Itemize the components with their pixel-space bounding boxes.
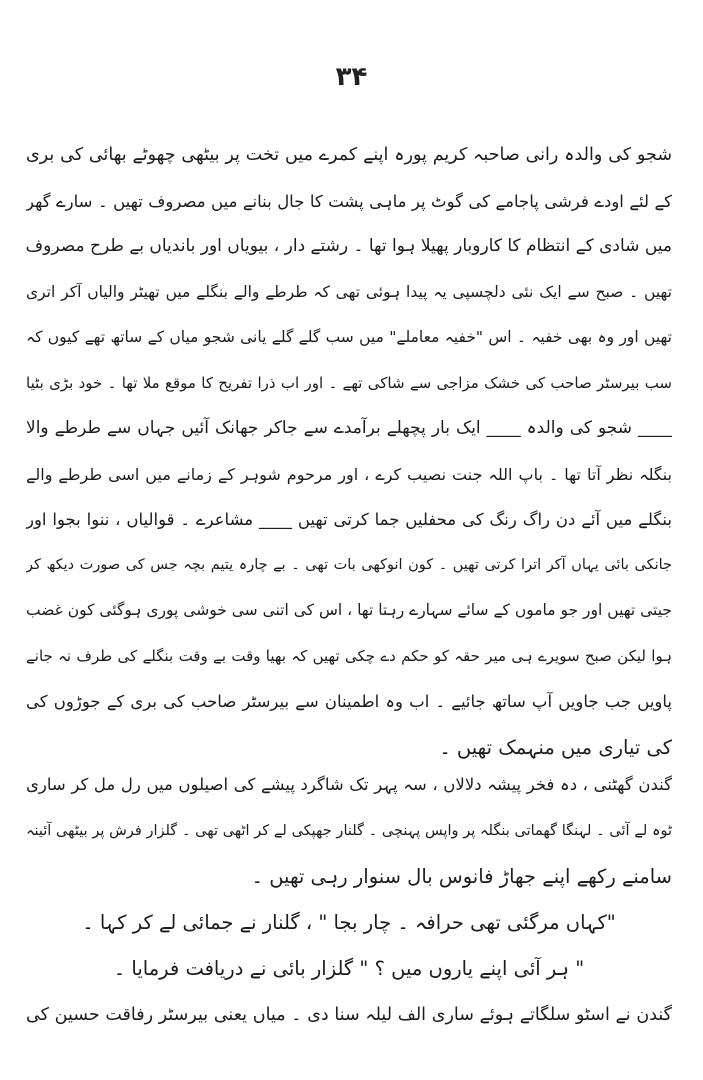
- text-line: گندن گھٹنی ، دہ فخر پیشہ دلالاں ، سہ پہر تک شاگرد پیشے کی اصیلوں میں رل مل کر ساری: [26, 775, 672, 794]
- text-line: پاویں جب جاویں آپ ساتھ جائیے ۔ اب وہ اطمینان سے بیرسٹر صاحب کی بری کے جوڑوں کی: [26, 692, 672, 711]
- page-number: ۳۴: [335, 62, 368, 92]
- text-line: کی تیاری میں منہمک تھیں ۔: [439, 735, 672, 759]
- text-line: ____ شجو کی والدہ ____ ایک بار پچھلے برآمدے سے جاکر جھانک آئیں جہاں سے طرطے والا: [26, 418, 672, 438]
- text-line: میں شادی کے انتظام کا کاروبار پھیلا ہوا تھا ۔ رشتے دار ، بیویاں اور باندیاں بے طرح مصروف: [26, 236, 672, 256]
- text-line: تھیں اور وہ بھی خفیہ ۔ اس "خفیہ معاملے" میں سب گلے گلے یانی شجو میاں کے ساتھ تھے کیوں کہ: [26, 328, 672, 346]
- text-line: بنگلہ نظر آتا تھا ۔ باپ اللہ جنت نصیب کرے ، اور مرحوم شوہر کے زمانے میں اسی طرطے والے: [26, 464, 672, 484]
- text-line: سب بیرسٹر صاحب کی خشک مزاجی سے شاکی تھے ۔ اور اب ذرا تفریح کا موقع ملا تھا ۔ خود بڑی بٹیا: [26, 373, 672, 392]
- text-line: گندن نے اسٹو سلگاتے ہوئے ساری الف لیلہ سنا دی ۔ میاں یعنی بیرسٹر رفاقت حسین کی: [26, 1005, 672, 1025]
- dialogue-line: "کہاں مرگئی تھی حرافہ ۔ چار بجا " ، گلنار نے جمائی لے کر کہا ۔: [82, 911, 616, 934]
- text-line: جانکی بائی یہاں آکر اترا کرتی تھیں ۔ کون انوکھی بات تھی ۔ بے چارہ یتیم بچہ جس کی صورت دیکھ کر: [26, 556, 672, 573]
- text-line: جیتی تھیں اور جو ماموں کے سائے سہارے رہتا تھا ، اس کی اتنی سی خوشی پوری ہوگئی کون غضب: [26, 601, 672, 619]
- text-line: تھیں ۔ صبح سے ایک نئی دلچسپی یہ پیدا ہوئی تھی کہ طرطے والے بنگلے میں تھیٹر والیاں آکر اتری: [26, 282, 672, 301]
- paragraph-two: [26, 762, 672, 1038]
- text-line: ٹوہ لے آئی ۔ لہنگا گھماتی بنگلہ پر واپس پہنچی ۔ گلنار جھپکی لے کر اٹھی تھی ۔ گلزار فرش پر بیٹھی آئینہ: [26, 823, 672, 839]
- text-line: ہوا لیکن صبح سویرے ہی میر حقہ کو حکم دے چکی تھیں کہ بھیا وقت بے وقت بنگلے کی طرف نہ جانے: [26, 646, 672, 665]
- text-line: کے لئے اودے فرشی پاجامے کی گوٹ پر ماہی پشت کا جال بنانے میں مصروف تھیں ۔ سارے گھر: [26, 191, 672, 211]
- dialogue-line: " ہر آئی اپنے یاروں میں ؟ " گلزار بائی نے دریافت فرمایا ۔: [113, 957, 585, 980]
- text-line: سامنے رکھے اپنے جھاڑ فانوس بال سنوار رہی تھیں ۔: [251, 865, 672, 888]
- paragraph-one: [26, 133, 672, 770]
- text-line: شجو کی والدہ رانی صاحبہ کریم پورہ اپنے کمرے میں تخت پر بیٹھی چھوٹے بھائی کی بری: [26, 145, 672, 165]
- text-line: بنگلے میں آئے دن راگ رنگ کی محفلیں جما کرتی تھیں ____ مشاعرے ۔ قوالیاں ، ننوا بجوا اور: [26, 510, 672, 529]
